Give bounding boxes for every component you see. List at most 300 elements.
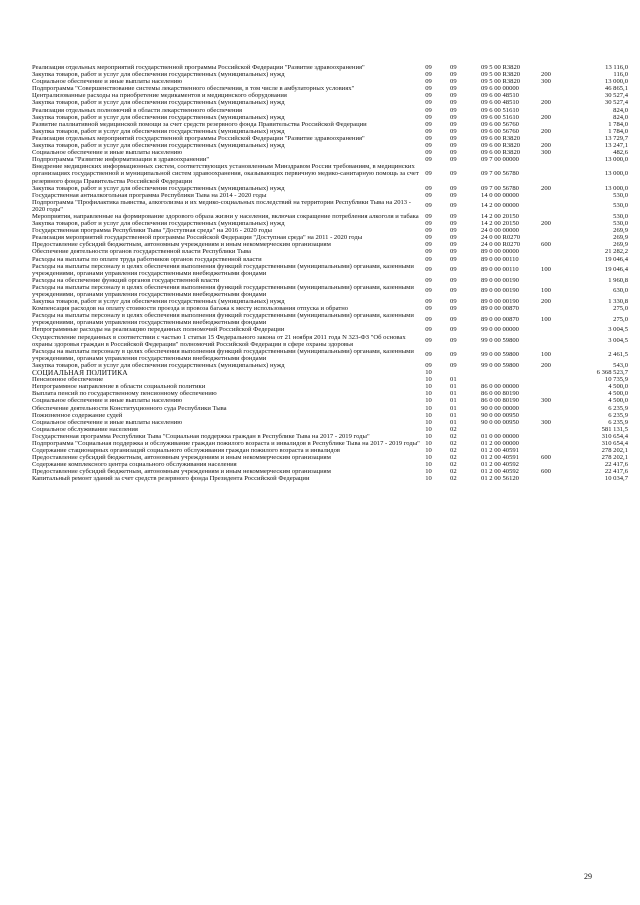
row-subsection-code: 09 [450, 326, 457, 334]
row-expense-type [541, 326, 572, 333]
row-target-article: 14 2 00 20150 [481, 220, 519, 228]
row-section-code: 09 [425, 266, 432, 274]
row-target-article: 09 6 00 48510 [481, 99, 519, 107]
row-expense-type [541, 433, 572, 440]
row-expense-type [541, 426, 572, 433]
row-name: Непрограммное направление в области социальной политики [32, 383, 206, 391]
row-subsection-code: 09 [450, 227, 457, 235]
row-subsection-code: 01 [450, 411, 457, 419]
row-expense-type [541, 121, 572, 128]
row-subsection-code: 09 [450, 78, 457, 86]
row-name: Государственная программа Республики Тыва "Доступная среда" на 2016 - 2020 годы [32, 227, 272, 235]
row-section-code: 09 [425, 234, 432, 242]
row-amount: 46 865,1 [604, 85, 628, 93]
row-section-code: 09 [425, 241, 432, 249]
row-name: Подпрограмма "Социальная поддержка и обслуживание граждан пожилого возраста и инвалидов в Республике Тыва на 2017 - 2019 годы" [32, 439, 420, 447]
row-name: Реализация мероприятий государственной программы Российской Федерации "Доступная среда" на 2011 - 2020 годы [32, 234, 363, 242]
row-subsection-code: 09 [450, 99, 457, 107]
row-expense-type: 200 [541, 142, 551, 150]
row-expense-type [541, 475, 572, 482]
row-section-code: 09 [425, 315, 432, 323]
row-expense-type: 200 [541, 361, 551, 369]
row-section-code: 09 [425, 220, 432, 228]
table-row [32, 263, 628, 277]
row-section-code: 09 [425, 127, 432, 135]
row-amount: 1 960,8 [608, 276, 628, 284]
row-amount: 2 461,5 [608, 351, 628, 359]
row-subsection-code: 09 [450, 248, 457, 256]
row-expense-type: 200 [541, 220, 551, 228]
row-amount: 22 417,6 [604, 468, 628, 476]
budget-table-body [32, 64, 628, 483]
row-section-code: 10 [425, 390, 432, 398]
row-amount: 3 004,5 [608, 337, 628, 345]
row-name: Пожизненное содержание судей [32, 411, 123, 419]
row-subsection-code: 09 [450, 71, 457, 79]
row-amount: 310 654,4 [601, 439, 628, 447]
row-subsection-code: 09 [450, 64, 457, 71]
row-section-code: 09 [425, 99, 432, 107]
row-expense-type [541, 383, 572, 390]
row-expense-type [541, 447, 572, 454]
row-name: Расходы на выплаты по оплате труда работников органов государственной власти [32, 255, 262, 263]
row-section-code: 09 [425, 227, 432, 235]
row-target-article: 99 0 00 00000 [481, 326, 519, 334]
row-expense-type: 300 [541, 397, 551, 405]
row-expense-type: 100 [541, 266, 551, 274]
table-row [32, 390, 628, 397]
row-target-article: 01 2 00 00000 [481, 439, 519, 447]
row-subsection-code: 01 [450, 404, 457, 412]
row-target-article: 09 7 00 56780 [481, 184, 519, 192]
row-section-code: 10 [425, 418, 432, 426]
row-target-article [481, 369, 541, 376]
table-row [32, 397, 628, 404]
row-expense-type: 200 [541, 127, 551, 135]
row-subsection-code: 09 [450, 134, 457, 142]
table-row [32, 405, 628, 412]
table-row [32, 85, 628, 92]
row-target-article: 09 6 00 48510 [481, 92, 519, 100]
row-section-code: 10 [425, 376, 432, 384]
table-row [32, 227, 628, 234]
row-amount: 10 034,7 [604, 475, 628, 483]
row-subsection-code: 01 [450, 376, 457, 384]
row-expense-type [541, 64, 572, 71]
row-subsection-code: 09 [450, 361, 457, 369]
row-amount: 6 235,9 [608, 418, 628, 426]
row-section-code: 09 [425, 85, 432, 93]
row-section-code: 10 [425, 397, 432, 405]
row-expense-type [541, 334, 572, 348]
row-target-article: 89 0 00 00000 [481, 248, 519, 256]
row-name: Выплата пенсий по государственному пенсионному обеспечению [32, 390, 217, 398]
row-expense-type: 100 [541, 351, 551, 359]
row-target-article: 09 6 00 51610 [481, 113, 519, 121]
row-subsection-code: 01 [450, 418, 457, 426]
table-row [32, 256, 628, 263]
row-section-code: 09 [425, 361, 432, 369]
row-amount: 530,0 [613, 202, 628, 210]
row-subsection-code: 01 [450, 397, 457, 405]
row-section-code: 10 [425, 425, 432, 433]
row-subsection-code: 09 [450, 202, 457, 210]
row-expense-type [541, 163, 572, 184]
row-section-code: 10 [425, 447, 432, 455]
table-row [32, 220, 628, 227]
row-amount: 4 500,0 [608, 397, 628, 405]
row-expense-type: 200 [541, 113, 551, 121]
row-subsection-code: 02 [450, 447, 457, 455]
table-row [32, 277, 628, 284]
row-section-code: 09 [425, 92, 432, 100]
row-name: Расходы на выплаты персоналу в целях обеспечения выполнения функций государственными (муниципальными) органами, казенными учреждениями, органами управления государственными внебюджетными фондами [32, 262, 414, 277]
row-subsection-code: 09 [450, 113, 457, 121]
row-expense-type [541, 277, 572, 284]
row-amount: 13 729,7 [604, 134, 628, 142]
row-subsection-code: 09 [450, 234, 457, 242]
row-section-code: 09 [425, 156, 432, 164]
table-row [32, 213, 628, 220]
row-subsection-code: 09 [450, 85, 457, 93]
row-section-code: 09 [425, 287, 432, 295]
row-section-code: 09 [425, 184, 432, 192]
row-section-code: 09 [425, 298, 432, 306]
table-row [32, 192, 628, 199]
row-expense-type: 600 [541, 468, 551, 476]
table-row [32, 362, 628, 369]
row-name: Закупка товаров, работ и услуг для обеспечения государственных (муниципальных) нужд [32, 142, 285, 150]
table-row [32, 298, 628, 305]
row-target-article: 01 2 00 56120 [481, 475, 519, 483]
row-section-code: 10 [425, 475, 432, 483]
row-section-code: 10 [425, 411, 432, 419]
row-expense-type [541, 227, 572, 234]
row-target-article: 01 2 00 40591 [481, 447, 519, 455]
row-name: Социальное обеспечение и иные выплаты населению [32, 78, 183, 86]
row-name: Централизованные расходы на приобретение медикаментов и медицинского оборудования [32, 92, 287, 100]
table-row [32, 241, 628, 248]
table-row [32, 426, 628, 433]
table-row [32, 99, 628, 106]
row-subsection-code: 09 [450, 212, 457, 220]
row-expense-type: 100 [541, 315, 551, 323]
row-target-article: 01 2 00 40591 [481, 454, 519, 462]
row-target-article: 09 6 00 R3820 [481, 134, 521, 142]
row-subsection-code: 09 [450, 315, 457, 323]
table-row [32, 64, 628, 71]
table-row [32, 114, 628, 121]
row-amount: 13 247,1 [604, 142, 628, 150]
row-subsection-code: 02 [450, 425, 457, 433]
row-name: Пенсионное обеспечение [32, 376, 104, 384]
table-row [32, 71, 628, 78]
row-subsection-code: 09 [450, 220, 457, 228]
row-name: Реализация отдельных полномочий в области лекарственного обеспечения [32, 106, 243, 114]
row-target-article: 09 6 00 51610 [481, 106, 519, 114]
row-section-code: 09 [425, 305, 432, 313]
table-row [32, 234, 628, 241]
row-amount: 13 000,0 [604, 184, 628, 192]
row-target-article [481, 426, 541, 433]
row-name: Закупка товаров, работ и услуг для обеспечения государственных (муниципальных) нужд [32, 298, 285, 306]
row-subsection-code: 02 [450, 454, 457, 462]
row-subsection-code: 02 [450, 475, 457, 483]
row-name: Закупка товаров, работ и услуг для обеспечения государственных (муниципальных) нужд [32, 99, 285, 107]
row-expense-type [541, 135, 572, 142]
row-name: Подпрограмма "Совершенствование системы лекарственного обеспечения, в том числе в амбулаторных условиях" [32, 85, 355, 93]
row-subsection-code: 09 [450, 127, 457, 135]
row-subsection-code: 09 [450, 287, 457, 295]
table-row [32, 326, 628, 333]
row-expense-type: 100 [541, 287, 551, 295]
row-amount: 278 202,1 [601, 447, 628, 455]
row-subsection-code: 09 [450, 266, 457, 274]
table-row [32, 107, 628, 114]
row-expense-type [541, 390, 572, 397]
row-name: Закупка товаров, работ и услуг для обеспечения государственных (муниципальных) нужд [32, 220, 285, 228]
row-amount: 6 368 523,7 [596, 369, 628, 377]
row-name: Закупка товаров, работ и услуг для обеспечения государственных (муниципальных) нужд [32, 71, 285, 79]
table-row [32, 412, 628, 419]
row-target-article: 86 0 00 80190 [481, 390, 519, 398]
table-row [32, 128, 628, 135]
row-subsection-code: 09 [450, 305, 457, 313]
row-expense-type [541, 156, 572, 163]
row-amount: 310 654,4 [601, 432, 628, 440]
table-row [32, 142, 628, 149]
row-name: Государственная антиалкогольная программа Республики Тыва на 2014 - 2020 годы [32, 191, 267, 199]
row-amount: 269,9 [613, 234, 628, 242]
row-amount: 30 527,4 [604, 92, 628, 100]
row-amount: 824,0 [613, 106, 628, 114]
row-amount: 530,0 [613, 220, 628, 228]
row-subsection-code [450, 369, 481, 376]
table-row [32, 121, 628, 128]
table-row [32, 369, 628, 376]
row-target-article: 14 0 00 00000 [481, 191, 519, 199]
row-target-article: 86 0 00 00000 [481, 383, 519, 391]
row-name: Закупка товаров, работ и услуг для обеспечения государственных (муниципальных) нужд [32, 184, 285, 192]
table-row [32, 149, 628, 156]
row-amount: 3 004,5 [608, 326, 628, 334]
row-amount: 275,0 [613, 315, 628, 323]
row-expense-type [541, 440, 572, 447]
row-name: Развитие паллиативной медицинской помощи за счет средств резервного фонда Правительства Российской Федерации [32, 120, 367, 128]
row-name: Непрограммные расходы на реализацию переданных полномочий Российской Федерации [32, 326, 285, 334]
row-amount: 1 784,0 [608, 120, 628, 128]
row-amount: 269,9 [613, 227, 628, 235]
row-expense-type: 300 [541, 149, 551, 157]
row-name: Обеспечение деятельности Конституционного суда Республики Тыва [32, 404, 227, 412]
table-row [32, 440, 628, 447]
row-section-code: 10 [425, 404, 432, 412]
row-amount: 530,0 [613, 212, 628, 220]
row-target-article: 09 7 00 56780 [481, 170, 519, 178]
row-target-article: 09 6 00 00000 [481, 85, 519, 93]
table-row [32, 461, 628, 468]
row-expense-type [541, 234, 572, 241]
row-section-code: 09 [425, 170, 432, 178]
row-amount: 6 235,9 [608, 404, 628, 412]
table-row [32, 135, 628, 142]
row-section-code: 09 [425, 106, 432, 114]
row-section-code: 09 [425, 326, 432, 334]
row-section-code: 10 [425, 383, 432, 391]
row-target-article: 09 5 00 R3820 [481, 64, 521, 71]
row-subsection-code: 09 [450, 191, 457, 199]
row-target-article: 99 0 00 59800 [481, 351, 519, 359]
row-amount: 19 046,4 [604, 255, 628, 263]
table-row [32, 185, 628, 192]
row-subsection-code: 09 [450, 156, 457, 164]
row-amount: 4 500,0 [608, 390, 628, 398]
row-target-article: 86 0 00 80190 [481, 397, 519, 405]
row-target-article: 90 0 00 00950 [481, 418, 519, 426]
row-expense-type [541, 85, 572, 92]
row-amount: 13 000,0 [604, 78, 628, 86]
row-subsection-code: 09 [450, 149, 457, 157]
row-target-article: 89 0 00 00870 [481, 315, 519, 323]
table-row [32, 156, 628, 163]
row-subsection-code: 02 [450, 432, 457, 440]
row-target-article: 89 0 00 00110 [481, 255, 519, 263]
row-target-article: 01 2 00 40592 [481, 468, 519, 476]
row-target-article: 89 0 00 00190 [481, 287, 519, 295]
row-amount: 1 784,0 [608, 127, 628, 135]
row-name: Капитальный ремонт зданий за счет средств резервного фонда Президента Российской Федерации [32, 475, 310, 483]
row-name: Государственная программа Республики Тыва "Социальная поддержка граждан в Республике Тыва на 2017 - 2019 годы" [32, 432, 370, 440]
row-amount: 530,0 [613, 191, 628, 199]
row-name: Расходы на выплаты персоналу в целях обеспечения выполнения функций государственными (муниципальными) органами, казенными учреждениями, органами управления государственными внебюджетными фондами [32, 347, 414, 362]
row-expense-type: 600 [541, 454, 551, 462]
row-target-article: 14 2 00 00000 [481, 202, 519, 210]
row-section-code: 10 [425, 369, 432, 377]
row-expense-type: 300 [541, 78, 551, 86]
row-target-article: 01 0 00 00000 [481, 432, 519, 440]
row-subsection-code: 02 [450, 439, 457, 447]
row-target-article: 09 5 00 R3820 [481, 71, 521, 79]
row-subsection-code: 09 [450, 241, 457, 249]
table-row [32, 376, 628, 383]
row-amount: 4 500,0 [608, 383, 628, 391]
row-target-article: 09 5 00 R3820 [481, 78, 521, 86]
row-target-article: 09 7 00 00000 [481, 156, 519, 164]
row-section-code: 09 [425, 113, 432, 121]
row-name: Закупка товаров, работ и услуг для обеспечения государственных (муниципальных) нужд [32, 361, 285, 369]
page-number: 29 [584, 872, 592, 881]
row-target-article: 90 0 00 00000 [481, 404, 519, 412]
row-name: Социальное обеспечение и иные выплаты населению [32, 397, 183, 405]
table-row [32, 454, 628, 461]
row-subsection-code: 09 [450, 298, 457, 306]
row-target-article: 89 0 00 00110 [481, 266, 519, 274]
row-expense-type [541, 213, 572, 220]
row-section-code: 09 [425, 120, 432, 128]
row-expense-type: 300 [541, 418, 551, 426]
row-name: Предоставление субсидий бюджетным, автономным учреждениям и иным некоммерческим организациям [32, 454, 331, 462]
row-section-code: 09 [425, 64, 432, 71]
row-amount: 630,0 [613, 287, 628, 295]
row-name: Социальное обслуживание населения [32, 425, 138, 433]
row-section-code: 09 [425, 149, 432, 157]
row-amount: 824,0 [613, 113, 628, 121]
row-target-article: 24 0 00 R0270 [481, 234, 521, 242]
row-amount: 543,0 [613, 361, 628, 369]
table-row [32, 433, 628, 440]
row-expense-type [541, 405, 572, 412]
row-name: Содержание комплексного центра социального обслуживания населения [32, 461, 237, 469]
row-section-code: 09 [425, 255, 432, 263]
table-row [32, 92, 628, 99]
row-name: Содержание стационарных организаций социального обслуживания граждан пожилого возраста и инвалидов [32, 447, 341, 455]
row-subsection-code: 09 [450, 170, 457, 178]
row-name: Осуществление переданных в соответствии с частью 1 статьи 15 Федерального закона от 21 ноября 2011 года N 323-ФЗ "Об основах охраны здоровья граждан в Российской Федерации" полномочий Российской Федерации в сфере охраны здоровья [32, 333, 406, 348]
row-amount: 13 116,0 [605, 64, 628, 71]
row-amount: 116,0 [613, 71, 628, 79]
row-section-code: 10 [425, 432, 432, 440]
row-name: Реализация отдельных мероприятий государственной программы Российской Федерации "Развитие здравоохранения" [32, 64, 365, 71]
row-amount: 10 735,9 [604, 376, 628, 384]
table-row [32, 248, 628, 255]
row-amount: 22 417,6 [604, 461, 628, 469]
row-subsection-code: 09 [450, 92, 457, 100]
row-subsection-code: 09 [450, 337, 457, 345]
row-amount: 275,0 [613, 305, 628, 313]
row-target-article: 14 2 00 20150 [481, 212, 519, 220]
row-expense-type [541, 192, 572, 199]
row-amount: 13 000,0 [604, 156, 628, 164]
row-subsection-code: 09 [450, 276, 457, 284]
row-amount: 6 235,9 [608, 411, 628, 419]
row-target-article: 99 0 00 59800 [481, 337, 519, 345]
row-expense-type [541, 248, 572, 255]
row-target-article: 09 6 00 56760 [481, 120, 519, 128]
row-section-code: 09 [425, 142, 432, 150]
row-amount: 19 046,4 [604, 266, 628, 274]
row-subsection-code: 02 [450, 461, 457, 469]
row-expense-type: 600 [541, 241, 551, 249]
row-name: Подпрограмма "Профилактика пьянства, алкоголизма и их медико-социальных последствий на территории Республики Тыва на 2013 - 2020 годы" [32, 198, 411, 213]
table-row [32, 199, 628, 213]
row-name: Закупка товаров, работ и услуг для обеспечения государственных (муниципальных) нужд [32, 127, 285, 135]
row-expense-type [541, 92, 572, 99]
row-name: Расходы на выплаты персоналу в целях обеспечения выполнения функций государственными (муниципальными) органами, казенными учреждениями, органами управления государственными внебюджетными фондами [32, 312, 414, 327]
row-name: Компенсация расходов на оплату стоимости проезда и провоза багажа к месту использования отпуска и обратно [32, 305, 349, 313]
row-section-code: 09 [425, 71, 432, 79]
row-subsection-code: 02 [450, 468, 457, 476]
row-section-code: 10 [425, 439, 432, 447]
table-row [32, 447, 628, 454]
row-expense-type [541, 376, 572, 383]
row-expense-type [541, 199, 572, 213]
table-row [32, 284, 628, 298]
table-row [32, 312, 628, 326]
row-section-code: 09 [425, 202, 432, 210]
row-target-article: 24 0 00 R0270 [481, 241, 521, 249]
table-row [32, 475, 628, 482]
row-target-article: 89 0 00 00190 [481, 298, 519, 306]
row-name: Подпрограмма "Развитие информатизации в здравоохранении" [32, 156, 210, 164]
row-subsection-code: 09 [450, 120, 457, 128]
row-amount: 482,6 [613, 149, 628, 157]
row-target-article: 24 0 00 00000 [481, 227, 519, 235]
row-target-article: 09 6 00 56760 [481, 127, 519, 135]
row-section-code: 10 [425, 461, 432, 469]
row-section-code: 09 [425, 248, 432, 256]
row-amount: 13 000,0 [604, 170, 628, 178]
table-row [32, 78, 628, 85]
